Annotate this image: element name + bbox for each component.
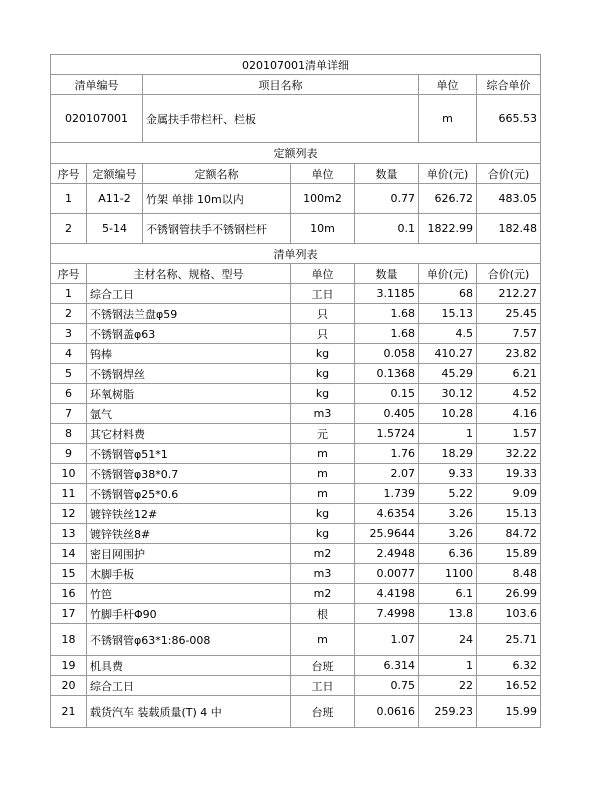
material-unit: kg	[291, 364, 355, 384]
material-row	[51, 656, 541, 676]
material-row	[51, 564, 541, 584]
material-name: 不锈钢管φ38*0.7	[87, 464, 291, 484]
material-unit: 工日	[291, 676, 355, 696]
material-seq: 1	[51, 284, 87, 304]
material-price: 410.27	[419, 344, 477, 364]
material-name: 钨棒	[87, 344, 291, 364]
material-seq: 18	[51, 624, 87, 656]
material-row	[51, 624, 541, 656]
material-total: 26.99	[477, 584, 541, 604]
material-unit: m	[291, 464, 355, 484]
material-row	[51, 344, 541, 364]
material-total: 15.13	[477, 504, 541, 524]
material-seq: 16	[51, 584, 87, 604]
material-price: 3.26	[419, 504, 477, 524]
material-qty: 0.0077	[355, 564, 419, 584]
quota-qty: 0.77	[355, 184, 419, 214]
material-total: 32.22	[477, 444, 541, 464]
material-name: 密目网围护	[87, 544, 291, 564]
material-unit: 工日	[291, 284, 355, 304]
material-name: 木脚手板	[87, 564, 291, 584]
material-unit: 元	[291, 424, 355, 444]
quota-section-title: 定额列表	[51, 143, 541, 164]
material-name: 不锈钢管φ63*1:86-008	[87, 624, 291, 656]
material-unit: kg	[291, 524, 355, 544]
material-price: 13.8	[419, 604, 477, 624]
material-name: 其它材料费	[87, 424, 291, 444]
material-price: 68	[419, 284, 477, 304]
material-section-title: 清单列表	[51, 244, 541, 264]
material-price: 9.33	[419, 464, 477, 484]
material-name: 不锈钢法兰盘φ59	[87, 304, 291, 324]
material-price: 18.29	[419, 444, 477, 464]
material-name: 不锈钢管φ25*0.6	[87, 484, 291, 504]
material-price: 30.12	[419, 384, 477, 404]
material-price: 10.28	[419, 404, 477, 424]
material-row	[51, 544, 541, 564]
material-name: 镀锌铁丝12#	[87, 504, 291, 524]
material-unit: m	[291, 484, 355, 504]
material-name: 氩气	[87, 404, 291, 424]
material-total: 16.52	[477, 676, 541, 696]
bill-price-header: 综合单价	[477, 75, 541, 95]
quota-seq: 1	[51, 184, 87, 214]
material-price: 6.1	[419, 584, 477, 604]
material-total: 4.16	[477, 404, 541, 424]
material-row	[51, 444, 541, 464]
material-unit: m2	[291, 544, 355, 564]
quota-unit-header: 单位	[291, 164, 355, 184]
table-title: 020107001清单详细	[51, 55, 541, 75]
material-row	[51, 384, 541, 404]
material-seq: 2	[51, 304, 87, 324]
material-qty: 4.6354	[355, 504, 419, 524]
material-price: 24	[419, 624, 477, 656]
material-total: 25.45	[477, 304, 541, 324]
material-row	[51, 504, 541, 524]
material-seq: 7	[51, 404, 87, 424]
material-unit: m	[291, 624, 355, 656]
material-seq: 12	[51, 504, 87, 524]
material-qty: 3.1185	[355, 284, 419, 304]
material-seq: 19	[51, 656, 87, 676]
material-unit: kg	[291, 344, 355, 364]
bill-price: 665.53	[477, 95, 541, 143]
material-price: 45.29	[419, 364, 477, 384]
material-seq: 6	[51, 384, 87, 404]
quota-name: 不锈钢管扶手不锈钢栏杆	[143, 214, 291, 244]
material-name: 不锈钢盖φ63	[87, 324, 291, 344]
material-total: 212.27	[477, 284, 541, 304]
quota-price-header: 单价(元)	[419, 164, 477, 184]
material-unit: m3	[291, 564, 355, 584]
quota-code: A11-2	[87, 184, 143, 214]
material-name: 不锈钢管φ51*1	[87, 444, 291, 464]
material-total: 6.21	[477, 364, 541, 384]
material-total: 1.57	[477, 424, 541, 444]
material-price: 1100	[419, 564, 477, 584]
material-qty: 2.07	[355, 464, 419, 484]
quota-total: 483.05	[477, 184, 541, 214]
quota-code: 5-14	[87, 214, 143, 244]
material-row	[51, 324, 541, 344]
material-seq: 3	[51, 324, 87, 344]
material-unit: 根	[291, 604, 355, 624]
material-name: 竹脚手杆Φ90	[87, 604, 291, 624]
material-price: 5.22	[419, 484, 477, 504]
quota-unit: 100m2	[291, 184, 355, 214]
quota-total-header: 合价(元)	[477, 164, 541, 184]
material-seq: 8	[51, 424, 87, 444]
material-price-header: 单价(元)	[419, 264, 477, 284]
material-price: 15.13	[419, 304, 477, 324]
material-qty: 1.68	[355, 324, 419, 344]
material-total: 25.71	[477, 624, 541, 656]
material-unit: 台班	[291, 696, 355, 728]
quota-row	[51, 184, 541, 214]
quota-price: 626.72	[419, 184, 477, 214]
material-name: 综合工日	[87, 284, 291, 304]
material-price: 1	[419, 424, 477, 444]
material-qty: 1.76	[355, 444, 419, 464]
material-total: 4.52	[477, 384, 541, 404]
material-row	[51, 424, 541, 444]
material-row	[51, 524, 541, 544]
material-unit: 台班	[291, 656, 355, 676]
material-total: 8.48	[477, 564, 541, 584]
material-total: 84.72	[477, 524, 541, 544]
quota-qty: 0.1	[355, 214, 419, 244]
quota-code-header: 定额编号	[87, 164, 143, 184]
material-name-header: 主材名称、规格、型号	[87, 264, 291, 284]
material-seq: 10	[51, 464, 87, 484]
material-qty: 0.1368	[355, 364, 419, 384]
material-price: 4.5	[419, 324, 477, 344]
material-seq-header: 序号	[51, 264, 87, 284]
material-qty: 6.314	[355, 656, 419, 676]
material-total: 15.89	[477, 544, 541, 564]
material-qty: 4.4198	[355, 584, 419, 604]
material-unit: m	[291, 444, 355, 464]
material-total: 6.32	[477, 656, 541, 676]
material-unit: kg	[291, 384, 355, 404]
bill-unit-header: 单位	[419, 75, 477, 95]
material-total: 7.57	[477, 324, 541, 344]
material-unit-header: 单位	[291, 264, 355, 284]
material-qty: 1.5724	[355, 424, 419, 444]
material-seq: 21	[51, 696, 87, 728]
material-qty-header: 数量	[355, 264, 419, 284]
material-qty: 1.07	[355, 624, 419, 656]
bill-code: 020107001	[51, 95, 143, 143]
bill-name-header: 项目名称	[143, 75, 419, 95]
material-price: 3.26	[419, 524, 477, 544]
material-qty: 1.739	[355, 484, 419, 504]
quota-seq-header: 序号	[51, 164, 87, 184]
material-row	[51, 604, 541, 624]
material-qty: 25.9644	[355, 524, 419, 544]
material-row	[51, 696, 541, 728]
material-seq: 11	[51, 484, 87, 504]
bill-name: 金属扶手带栏杆、栏板	[143, 95, 419, 143]
material-name: 综合工日	[87, 676, 291, 696]
material-name: 不锈钢焊丝	[87, 364, 291, 384]
material-row	[51, 304, 541, 324]
material-name: 机具费	[87, 656, 291, 676]
quota-total: 182.48	[477, 214, 541, 244]
material-seq: 20	[51, 676, 87, 696]
material-name: 载货汽车 装载质量(T) 4 中	[87, 696, 291, 728]
material-unit: m2	[291, 584, 355, 604]
material-total: 9.09	[477, 484, 541, 504]
material-total: 103.6	[477, 604, 541, 624]
material-price: 259.23	[419, 696, 477, 728]
material-qty: 0.75	[355, 676, 419, 696]
quota-unit: 10m	[291, 214, 355, 244]
material-name: 镀锌铁丝8#	[87, 524, 291, 544]
material-row	[51, 364, 541, 384]
material-qty: 0.15	[355, 384, 419, 404]
material-qty: 1.68	[355, 304, 419, 324]
material-unit: 只	[291, 304, 355, 324]
material-unit: 只	[291, 324, 355, 344]
material-seq: 5	[51, 364, 87, 384]
material-seq: 4	[51, 344, 87, 364]
material-price: 22	[419, 676, 477, 696]
quota-seq: 2	[51, 214, 87, 244]
quota-name-header: 定额名称	[143, 164, 291, 184]
bill-unit: m	[419, 95, 477, 143]
material-row	[51, 284, 541, 304]
material-name: 环氧树脂	[87, 384, 291, 404]
bill-code-header: 清单编号	[51, 75, 143, 95]
material-qty: 0.0616	[355, 696, 419, 728]
material-row	[51, 676, 541, 696]
material-price: 6.36	[419, 544, 477, 564]
material-qty: 7.4998	[355, 604, 419, 624]
quota-row	[51, 214, 541, 244]
quota-price: 1822.99	[419, 214, 477, 244]
material-unit: kg	[291, 504, 355, 524]
material-seq: 15	[51, 564, 87, 584]
material-seq: 17	[51, 604, 87, 624]
material-row	[51, 404, 541, 424]
quota-qty-header: 数量	[355, 164, 419, 184]
material-seq: 9	[51, 444, 87, 464]
material-total: 15.99	[477, 696, 541, 728]
material-price: 1	[419, 656, 477, 676]
material-total-header: 合价(元)	[477, 264, 541, 284]
material-name: 竹笆	[87, 584, 291, 604]
material-row	[51, 464, 541, 484]
material-qty: 2.4948	[355, 544, 419, 564]
bill-detail-table	[50, 54, 541, 728]
material-seq: 13	[51, 524, 87, 544]
material-total: 19.33	[477, 464, 541, 484]
material-row	[51, 484, 541, 504]
quota-name: 竹架 单排 10m以内	[143, 184, 291, 214]
material-row	[51, 584, 541, 604]
material-total: 23.82	[477, 344, 541, 364]
material-seq: 14	[51, 544, 87, 564]
material-qty: 0.405	[355, 404, 419, 424]
material-unit: m3	[291, 404, 355, 424]
material-qty: 0.058	[355, 344, 419, 364]
